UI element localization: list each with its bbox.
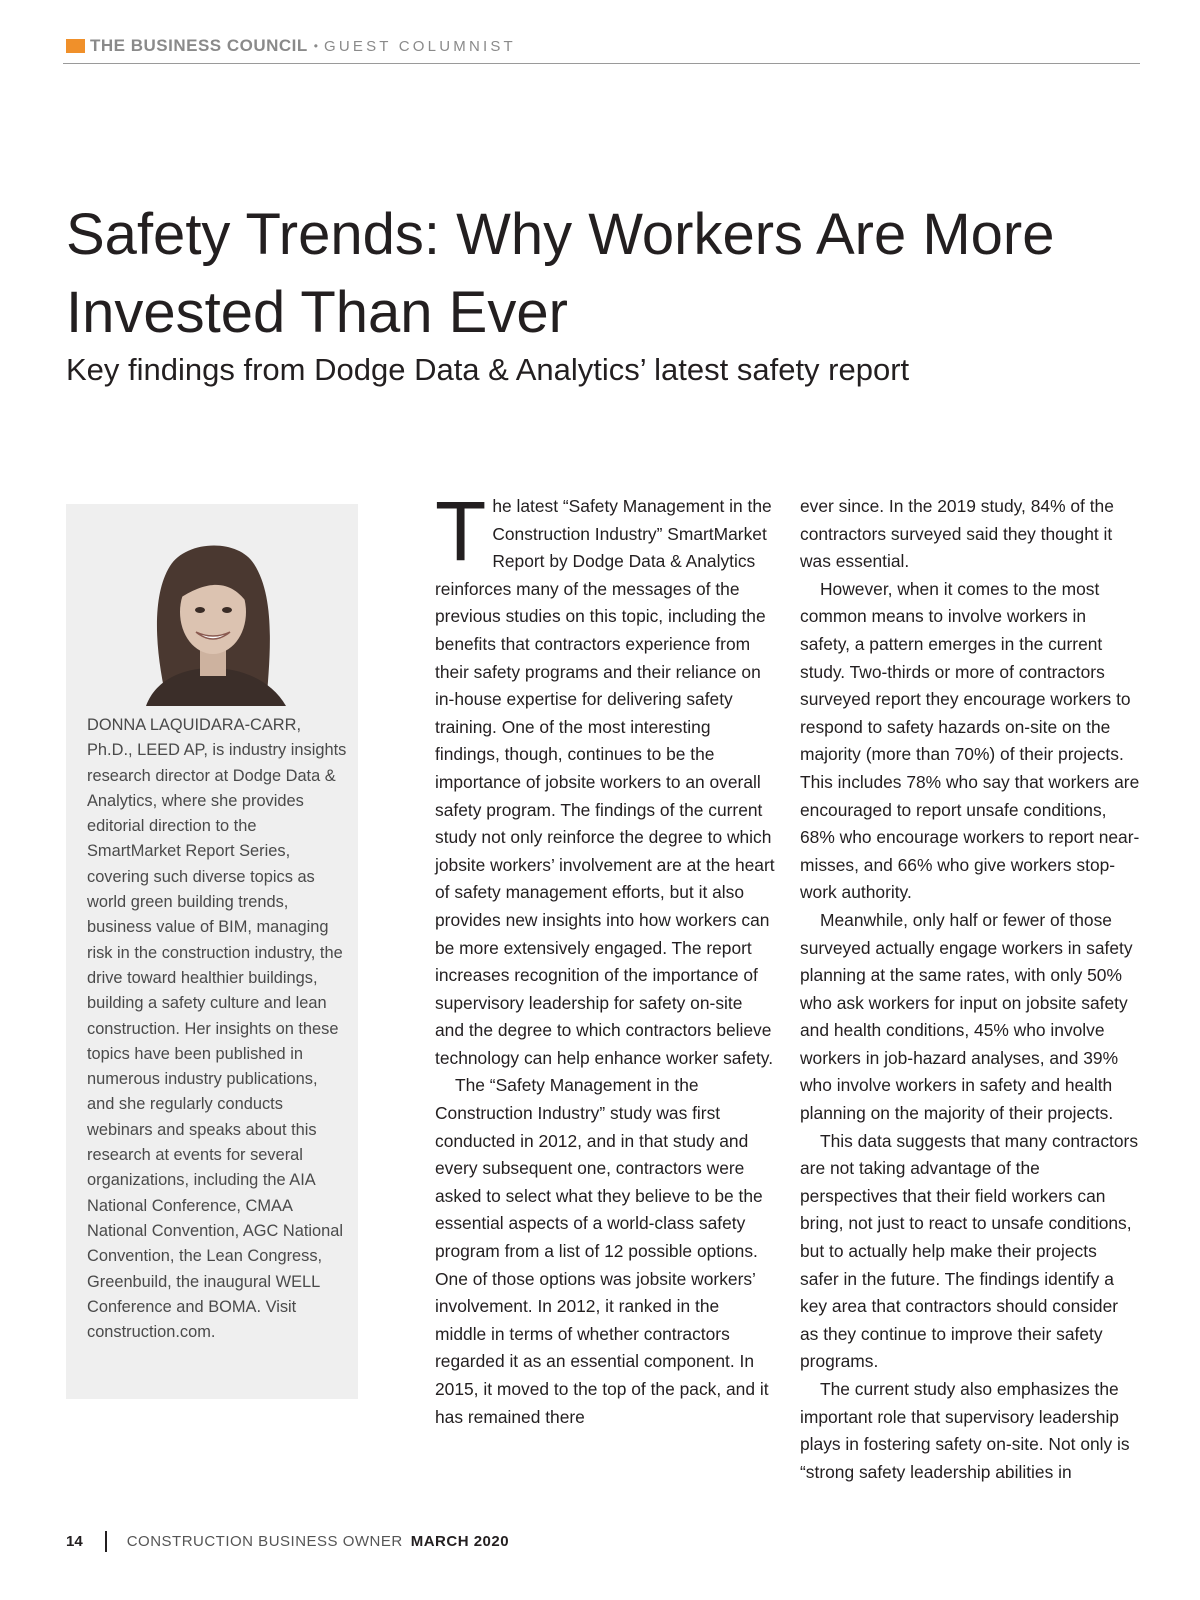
header-separator: • [313,39,318,53]
header-divider [63,63,1140,64]
article-subtitle: Key findings from Dodge Data & Analytics’ latest safety report [66,352,910,387]
paragraph: he latest “Safety Management in the Construction Industry” SmartMarket Report by Dodge Data & Analytics reinforces many of the messages of the previous studies on this topic, including the benefits that contractors experience from their safety programs and their reliance on in-house expertise for delivering safety training. One of the most interesting findings, though, continues to be the importance of jobsite workers to an overall safety program. The findings of the current study not only reinforce the degree to which jobsite workers’ involvement are at the heart of safety management efforts, but it also provides new insights into how workers can be more extensively engaged. The report increases recognition of the importance of supervisory leadership for safety on-site and the degree to which contractors believe technology can help enhance worker safety. [435,496,775,1068]
author-photo [138,528,286,706]
paragraph: This data suggests that many contractors are not taking advantage of the perspectives that their field workers can bring, not just to react to unsafe conditions, but to actually help make their projects safer in the future. The findings identify a key area that contractors should consider as they continue to improve their safety programs. [800,1130,1139,1372]
footer-divider [105,1531,107,1552]
section-category: GUEST COLUMNIST [324,37,516,55]
publication-name: CONSTRUCTION BUSINESS OWNER [126,1533,403,1550]
section-name: THE BUSINESS COUNCIL [90,36,308,55]
section-marker-square [66,39,85,53]
page-footer [66,1531,509,1552]
page-number: 14 [66,1533,83,1550]
paragraph: The current study also emphasizes the important role that supervisory leadership plays in fostering safety on-site. Not only is “strong safety leadership abilities in [800,1379,1130,1482]
article-column-1 [435,484,775,1431]
paragraph: ever since. In the 2019 study, 84% of the contractors surveyed said they thought it was essential. [800,496,1114,572]
paragraph: Meanwhile, only half or fewer of those surveyed actually engage workers in safety planning at the same rates, with only 50% who ask workers for input on jobsite safety and health conditions, 45% who involve workers in job-hazard analyses, and 39% who involve workers in safety and health planning on the majority of their projects. [800,909,1133,1124]
article-title: Safety Trends: Why Workers Are More Invested Than Ever [66,202,1055,345]
article-column-2 [800,493,1140,1486]
paragraph: The “Safety Management in the Construction Industry” study was first conducted in 2012, and in that study and every subsequent one, contractors were asked to select what they believe to be the essential aspects of a world-class safety program from a list of 12 possible options. One of those options was jobsite workers’ involvement. In 2012, it ranked in the middle in terms of whether contractors regarded it as an essential component. In 2015, it moved to the top of the pack, and it has remained there [435,1075,769,1427]
author-sidebar [66,504,358,1399]
paragraph: However, when it comes to the most common means to involve workers in safety, a pattern emerges in the current study. Two-thirds or more of contractors surveyed report they encourage workers to respond to safety hazards on-site on the majority (more than 70%) of their projects. This includes 78% who say that workers are encouraged to report unsafe conditions, 68% who encourage workers to report near-misses, and 66% who give workers stop-work authority. [800,578,1140,903]
section-header [66,36,516,56]
issue-date: MARCH 2020 [410,1533,510,1550]
drop-cap: T [435,484,487,578]
author-bio: DONNA LAQUIDARA-CARR, Ph.D., LEED AP, is industry insights research director at Dodge Data & Analytics, where she provides editorial direction to the SmartMarket Report Series, covering such diverse topics as world green building trends, business value of BIM, managing risk in the construction industry, the drive toward healthier buildings, building a safety culture and lean construction. Her insights on these topics have been published in numerous industry publications, and she regularly conducts webinars and speaks about this research at events for several organizations, including the AIA National Conference, CMAA National Convention, AGC National Convention, the Lean Congress, Greenbuild, the inaugural WELL Conference and BOMA. Visit construction.com. [87,716,347,1342]
